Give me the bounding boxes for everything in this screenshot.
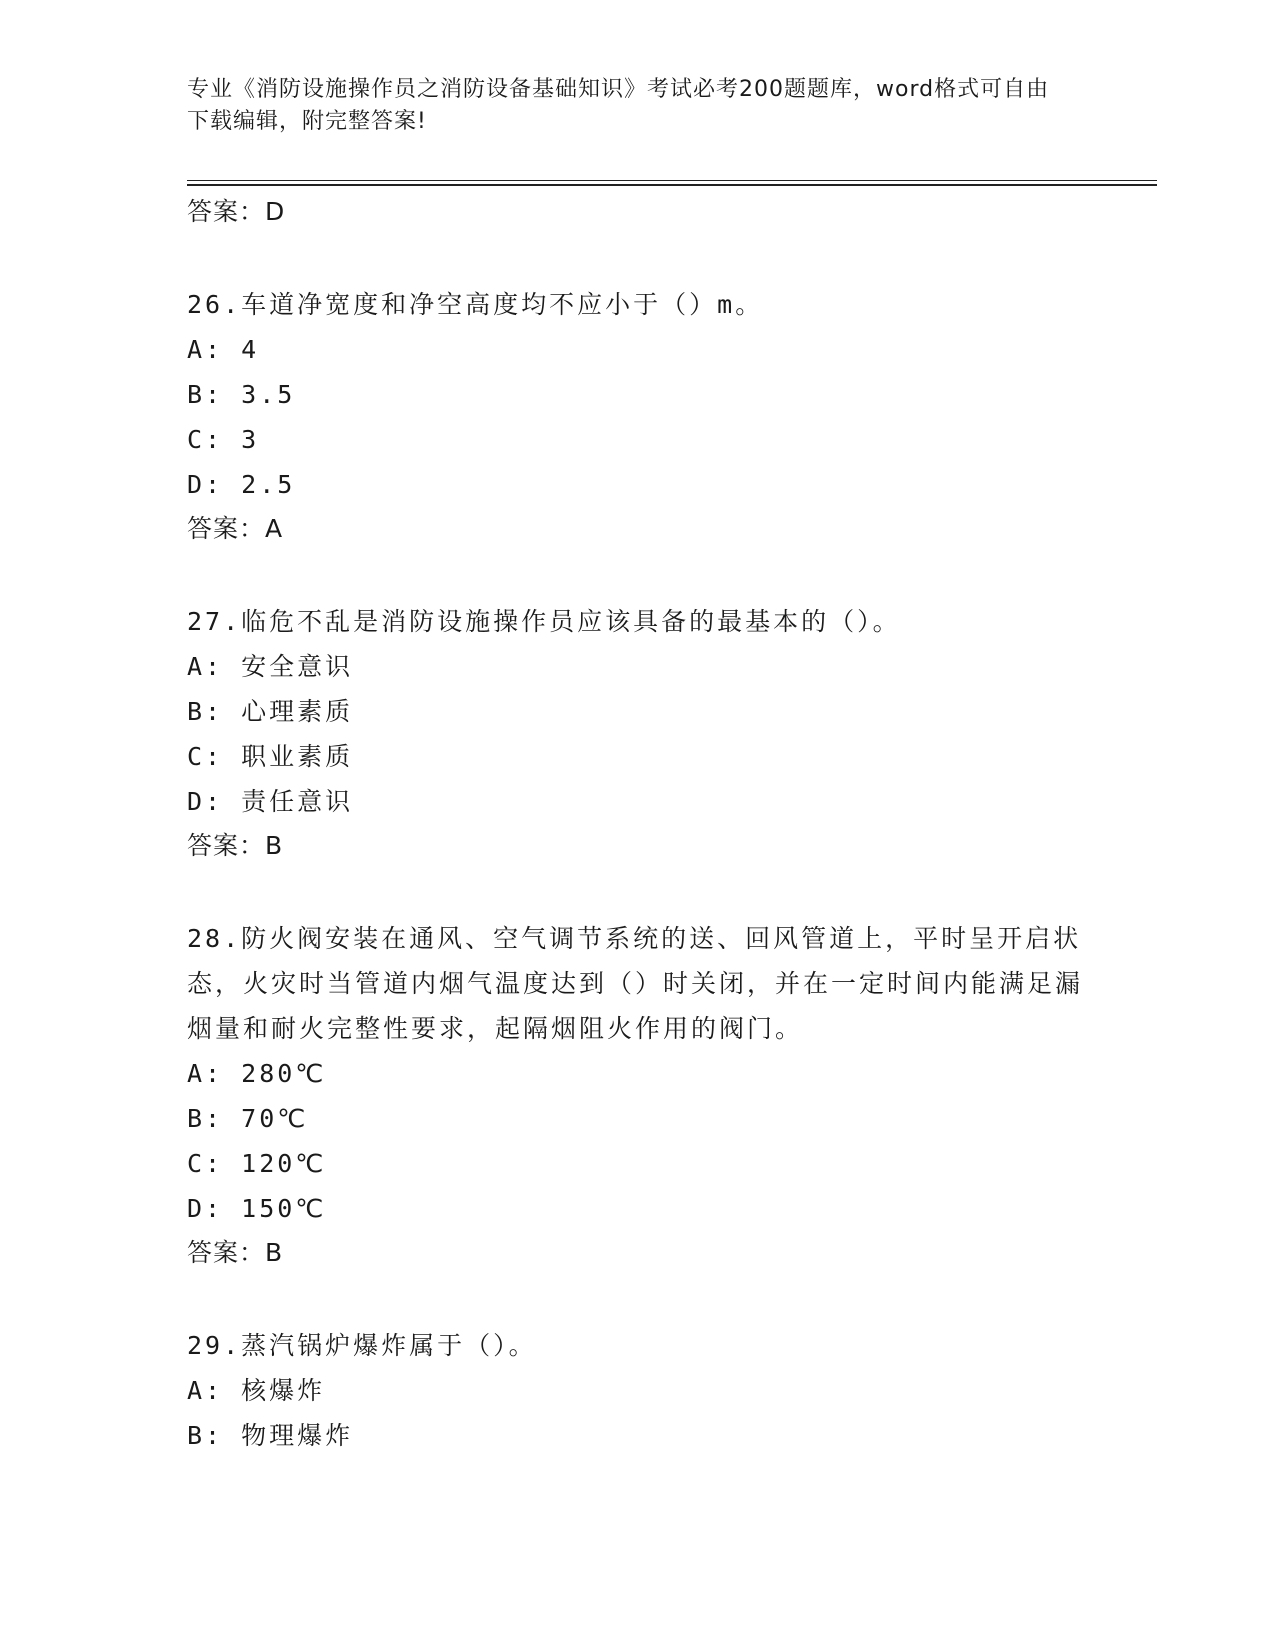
- question-text: 28.防火阀安装在通风、空气调节系统的送、回风管道上，平时呈开启状态，火灾时当管道内烟气温度达到（）时关闭，并在一定时间内能满足漏烟量和耐火完整性要求，起隔烟阻火作用的阀门。: [187, 924, 1084, 1043]
- option-b: B: 心理素质: [187, 697, 354, 726]
- answer-line: 答案：B: [187, 831, 284, 860]
- question-28: [187, 916, 1087, 1275]
- option-b: B: 70℃: [187, 1104, 309, 1133]
- option-a: A: 核爆炸: [187, 1376, 326, 1405]
- question-list: [187, 190, 1087, 1458]
- option-b: B: 3.5: [187, 380, 296, 409]
- header-divider-thick: [187, 184, 1157, 186]
- option-d: D: 责任意识: [187, 787, 354, 816]
- question-27: [187, 599, 1087, 868]
- header-divider-thin: [187, 180, 1157, 181]
- answer-line: 答案：A: [187, 514, 284, 543]
- previous-answer: 答案：D: [187, 197, 286, 226]
- question-text: 29.蒸汽锅炉爆炸属于（）。: [187, 1331, 537, 1360]
- option-c: C: 120℃: [187, 1149, 327, 1178]
- option-c: C: 职业素质: [187, 742, 354, 771]
- question-26: [187, 282, 1087, 551]
- option-a: A: 安全意识: [187, 652, 354, 681]
- option-d: D: 2.5: [187, 470, 296, 499]
- option-b: B: 物理爆炸: [187, 1421, 354, 1450]
- answer-line: 答案：B: [187, 1238, 284, 1267]
- option-a: A: 4: [187, 335, 260, 364]
- document-header: 专业《消防设施操作员之消防设备基础知识》考试必考200题题库，word格式可自由下载编辑，附完整答案!: [187, 77, 1050, 134]
- option-c: C: 3: [187, 425, 260, 454]
- question-text: 27.临危不乱是消防设施操作员应该具备的最基本的（）。: [187, 607, 901, 636]
- option-a: A: 280℃: [187, 1059, 327, 1088]
- option-d: D: 150℃: [187, 1194, 327, 1223]
- question-29: [187, 1323, 1087, 1458]
- question-text: 26.车道净宽度和净空高度均不应小于（）m。: [187, 290, 764, 319]
